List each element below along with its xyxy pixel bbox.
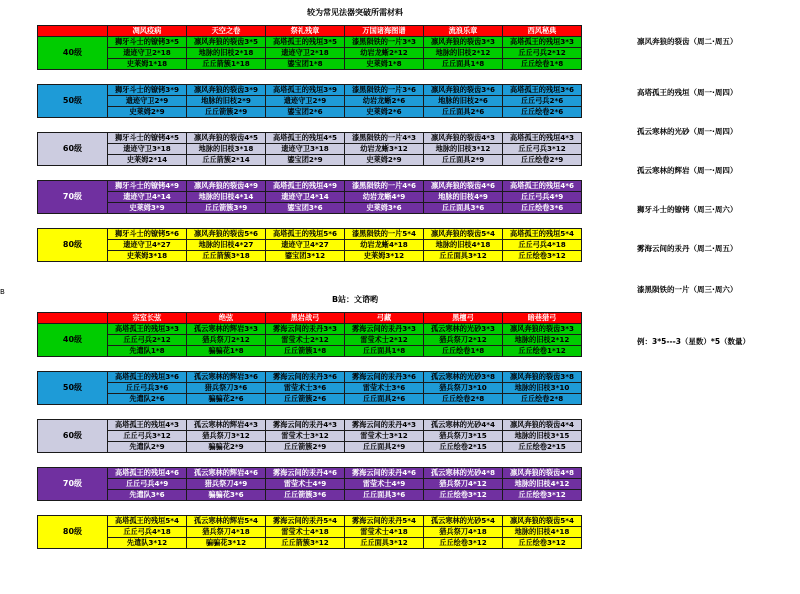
column-header: 天空之卷	[187, 26, 266, 37]
material-cell: 遗迹守卫4*27	[108, 240, 187, 251]
material-cell: 雷莹术士3*12	[345, 431, 424, 442]
material-cell: 遗迹守卫3*18	[108, 144, 187, 155]
material-cell: 丘丘箭簇2*6	[266, 394, 345, 405]
level-label: 40级	[38, 324, 108, 357]
table-row	[38, 107, 582, 118]
material-cell: 丘丘面具1*8	[424, 59, 503, 70]
material-cell: 地脉的旧枝2*6	[424, 96, 503, 107]
material-cell: 雾海云间的汞丹3*3	[266, 324, 345, 335]
material-cell: 鎏宝团3*12	[266, 251, 345, 262]
table-row	[38, 251, 582, 262]
material-cell: 丘丘箭簇3*6	[266, 490, 345, 501]
level-group	[38, 324, 582, 357]
page-subtitle: B站：文谘哟	[331, 295, 379, 304]
material-cell: 漆黑陨铁的一片5*4	[345, 229, 424, 240]
corner-cell	[38, 313, 108, 324]
column-header: 凋风疫病	[108, 26, 187, 37]
material-cell: 凛风奔狼的裂齿5*4	[503, 516, 582, 527]
level-group	[38, 37, 582, 70]
material-cell: 地脉的旧枝2*18	[187, 48, 266, 59]
material-cell: 猎兵祭刀4*9	[187, 479, 266, 490]
material-cell: 高塔孤王的残垣3*6	[503, 85, 582, 96]
material-cell: 丘丘绘卷1*8	[424, 346, 503, 357]
material-cell: 丘丘弓兵3*12	[503, 144, 582, 155]
material-cell: 丘丘箭簇2*9	[266, 442, 345, 453]
material-cell: 丘丘绘卷3*12	[503, 538, 582, 549]
material-cell: 丘丘弓兵3*6	[108, 383, 187, 394]
material-cell: 丘丘箭簇3*18	[187, 251, 266, 262]
material-cell: 高塔孤王的残垣4*3	[108, 420, 187, 431]
material-cell: 丘丘弓兵4*9	[108, 479, 187, 490]
material-cell: 丘丘箭簇3*9	[187, 203, 266, 214]
material-cell: 鎏宝团2*9	[266, 155, 345, 166]
table-row	[38, 192, 582, 203]
material-cell: 孤云寒林的辉岩5*4	[187, 516, 266, 527]
material-cell: 狮牙斗士的镣铐4*9	[108, 181, 187, 192]
level-label: 80级	[38, 229, 108, 262]
column-header: 万国诸海图谱	[345, 26, 424, 37]
material-cell: 高塔孤王的残垣3*3	[108, 324, 187, 335]
material-cell: 雷莹术士4*18	[345, 527, 424, 538]
material-cell: 地脉的旧枝4*14	[187, 192, 266, 203]
material-cell: 雷莹术士3*12	[266, 431, 345, 442]
material-cell: 凛风奔狼的裂齿4*5	[187, 133, 266, 144]
material-cell: 史莱姆2*9	[108, 107, 187, 118]
material-cell: 高塔孤王的残垣4*6	[503, 181, 582, 192]
material-cell: 凛风奔狼的裂齿5*6	[187, 229, 266, 240]
material-cell: 丘丘绘卷2*8	[503, 394, 582, 405]
material-cell: 骗骗花1*8	[187, 346, 266, 357]
material-cell: 丘丘面具1*8	[345, 346, 424, 357]
level-label: 70级	[38, 468, 108, 501]
table-row	[38, 181, 582, 192]
material-cell: 先遣队2*9	[108, 442, 187, 453]
table-row	[38, 335, 582, 346]
material-cell: 雷莹术士2*12	[266, 335, 345, 346]
material-cell: 猎兵祭刀3*10	[424, 383, 503, 394]
material-cell: 地脉的旧枝4*12	[503, 479, 582, 490]
material-cell: 丘丘弓兵4*18	[503, 240, 582, 251]
material-cell: 幼岩龙蜥2*12	[345, 48, 424, 59]
material-cell: 高塔孤王的残垣3*6	[108, 372, 187, 383]
material-cell: 幼岩龙蜥3*12	[345, 144, 424, 155]
table-row	[38, 383, 582, 394]
example-note: 例：3*5---3（星数）*5（数量）	[637, 337, 751, 346]
column-header: 西风秘典	[503, 26, 582, 37]
material-cell: 丘丘面具2*6	[345, 394, 424, 405]
material-cell: 丘丘绘卷3*12	[503, 490, 582, 501]
material-cell: 骗骗花3*6	[187, 490, 266, 501]
table-row	[38, 48, 582, 59]
level-label: 60级	[38, 133, 108, 166]
level-group	[38, 372, 582, 405]
material-cell: 狮牙斗士的镣铐5*6	[108, 229, 187, 240]
table-row	[38, 394, 582, 405]
material-cell: 丘丘箭簇1*8	[266, 346, 345, 357]
material-cell: 鎏宝团1*8	[266, 59, 345, 70]
material-cell: 先遣队1*8	[108, 346, 187, 357]
material-cell: 鎏宝团3*6	[266, 203, 345, 214]
material-cell: 先遣队2*6	[108, 394, 187, 405]
material-cell: 史莱姆3*12	[345, 251, 424, 262]
material-cell: 史莱姆2*6	[345, 107, 424, 118]
material-cell: 狮牙斗士的镣铐3*5	[108, 37, 187, 48]
material-cell: 地脉的旧枝3*18	[187, 144, 266, 155]
material-cell: 雾海云间的汞丹4*3	[345, 420, 424, 431]
material-cell: 史莱姆3*9	[108, 203, 187, 214]
material-cell: 史莱姆1*8	[345, 59, 424, 70]
table-row	[38, 324, 582, 335]
table-header-row	[38, 26, 582, 37]
material-cell: 高塔孤王的残垣5*4	[108, 516, 187, 527]
material-cell: 凛风奔狼的裂齿4*8	[503, 468, 582, 479]
material-cell: 丘丘绘卷3*12	[424, 490, 503, 501]
material-cell: 丘丘绘卷3*12	[424, 538, 503, 549]
schedule-note: 孤云寒林的辉岩（周一·周四）	[637, 166, 738, 175]
table-row	[38, 538, 582, 549]
column-header: 黑岩战弓	[266, 313, 345, 324]
material-cell: 遗迹守卫3*18	[266, 144, 345, 155]
material-cell: 骗骗花2*9	[187, 442, 266, 453]
material-cell: 雷莹术士4*9	[266, 479, 345, 490]
material-cell: 地脉的旧枝3*10	[503, 383, 582, 394]
page-title: 较为常见法器突破所需材料	[307, 8, 403, 17]
column-header: 黑檀弓	[424, 313, 503, 324]
material-cell: 遗迹守卫2*9	[108, 96, 187, 107]
table-row	[38, 133, 582, 144]
material-cell: 史莱姆1*18	[108, 59, 187, 70]
level-group	[38, 229, 582, 262]
material-cell: 漆黑陨铁的一片4*3	[345, 133, 424, 144]
table-row	[38, 85, 582, 96]
material-cell: 凛风奔狼的裂齿5*4	[424, 229, 503, 240]
material-cell: 漆黑陨铁的一片3*3	[345, 37, 424, 48]
material-cell: 凛风奔狼的裂齿3*8	[503, 372, 582, 383]
material-cell: 幼岩龙蜥4*9	[345, 192, 424, 203]
material-cell: 丘丘绘卷2*8	[424, 394, 503, 405]
material-cell: 地脉的旧枝3*12	[424, 144, 503, 155]
material-cell: 丘丘绘卷3*6	[503, 203, 582, 214]
material-cell: 雾海云间的汞丹4*3	[266, 420, 345, 431]
table-row	[38, 59, 582, 70]
material-cell: 凛风奔狼的裂齿3*9	[187, 85, 266, 96]
material-cell: 高塔孤王的残垣5*4	[503, 229, 582, 240]
material-cell: 史莱姆2*14	[108, 155, 187, 166]
column-header: 绝弦	[187, 313, 266, 324]
material-cell: 雾海云间的汞丹5*4	[345, 516, 424, 527]
material-cell: 幼岩龙蜥4*18	[345, 240, 424, 251]
material-cell: 丘丘箭簇2*9	[187, 107, 266, 118]
table-row	[38, 240, 582, 251]
material-cell: 高塔孤王的残垣4*3	[503, 133, 582, 144]
schedule-note: 漆黑陨铁的一片（周三·周六）	[637, 285, 738, 294]
column-header: 宗室长弦	[108, 313, 187, 324]
material-cell: 丘丘弓兵4*9	[503, 192, 582, 203]
material-cell: 凛风奔狼的裂齿3*5	[187, 37, 266, 48]
material-cell: 雷莹术士2*12	[345, 335, 424, 346]
material-cell: 史莱姆3*18	[108, 251, 187, 262]
material-cell: 高塔孤王的残垣4*9	[266, 181, 345, 192]
material-cell: 丘丘绘卷1*12	[503, 346, 582, 357]
table-row	[38, 479, 582, 490]
material-cell: 猎兵祭刀3*6	[187, 383, 266, 394]
material-cell: 丘丘面具3*12	[345, 538, 424, 549]
material-cell: 丘丘面具2*6	[424, 107, 503, 118]
material-cell: 丘丘箭簇1*18	[187, 59, 266, 70]
material-cell: 凛风奔狼的裂齿4*6	[424, 181, 503, 192]
material-cell: 丘丘箭簇3*12	[266, 538, 345, 549]
table-row	[38, 420, 582, 431]
material-cell: 孤云寒林的光砂3*8	[424, 372, 503, 383]
level-group	[38, 468, 582, 501]
level-group	[38, 516, 582, 549]
material-cell: 丘丘绘卷3*12	[503, 251, 582, 262]
material-cell: 高塔孤王的残垣5*6	[266, 229, 345, 240]
level-label: 50级	[38, 85, 108, 118]
material-cell: 鎏宝团2*6	[266, 107, 345, 118]
material-cell: 地脉的旧枝4*18	[503, 527, 582, 538]
material-cell: 雾海云间的汞丹4*6	[266, 468, 345, 479]
material-cell: 高塔孤王的残垣4*5	[266, 133, 345, 144]
material-cell: 幼岩龙蜥2*6	[345, 96, 424, 107]
material-cell: 先遣队3*12	[108, 538, 187, 549]
table-row	[38, 96, 582, 107]
material-cell: 孤云寒林的光砂5*4	[424, 516, 503, 527]
table-row	[38, 372, 582, 383]
material-cell: 高塔孤王的残垣4*6	[108, 468, 187, 479]
material-cell: 孤云寒林的辉岩3*3	[187, 324, 266, 335]
table-row	[38, 346, 582, 357]
material-cell: 地脉的旧枝4*9	[424, 192, 503, 203]
material-cell: 孤云寒林的光砂4*4	[424, 420, 503, 431]
level-label: 40级	[38, 37, 108, 70]
material-cell: 雷莹术士3*6	[345, 383, 424, 394]
material-cell: 丘丘面具3*6	[424, 203, 503, 214]
material-cell: 凛风奔狼的裂齿3*3	[503, 324, 582, 335]
material-cell: 猎兵祭刀2*12	[424, 335, 503, 346]
material-cell: 遗迹守卫4*14	[266, 192, 345, 203]
material-cell: 孤云寒林的辉岩3*6	[187, 372, 266, 383]
material-cell: 雾海云间的汞丹3*6	[345, 372, 424, 383]
material-cell: 雾海云间的汞丹5*4	[266, 516, 345, 527]
material-cell: 丘丘弓兵4*18	[108, 527, 187, 538]
material-cell: 丘丘面具3*6	[345, 490, 424, 501]
level-group	[38, 133, 582, 166]
schedule-note: 狮牙斗士的镣铐（周三·周六）	[637, 205, 738, 214]
material-cell: 丘丘绘卷2*15	[503, 442, 582, 453]
material-cell: 史莱姆2*9	[345, 155, 424, 166]
material-cell: 雷莹术士3*6	[266, 383, 345, 394]
material-cell: 丘丘绘卷2*9	[503, 155, 582, 166]
schedule-note: 雾海云间的汞丹（周二·周五）	[637, 244, 738, 253]
material-cell: 雾海云间的汞丹4*6	[345, 468, 424, 479]
material-cell: 地脉的旧枝2*12	[424, 48, 503, 59]
material-cell: 高塔孤王的残垣3*9	[266, 85, 345, 96]
material-cell: 猎兵祭刀4*18	[187, 527, 266, 538]
material-cell: 地脉的旧枝2*9	[187, 96, 266, 107]
column-header: 祭礼残章	[266, 26, 345, 37]
material-cell: 凛风奔狼的裂齿3*6	[424, 85, 503, 96]
material-cell: 雾海云间的汞丹3*6	[266, 372, 345, 383]
material-cell: 丘丘弓兵2*12	[108, 335, 187, 346]
material-cell: 丘丘箭簇2*14	[187, 155, 266, 166]
material-cell: 丘丘面具2*9	[345, 442, 424, 453]
material-cell: 遗迹守卫2*9	[266, 96, 345, 107]
material-cell: 雷莹术士4*18	[266, 527, 345, 538]
material-cell: 遗迹守卫2*18	[266, 48, 345, 59]
material-cell: 先遣队3*6	[108, 490, 187, 501]
level-label: 60级	[38, 420, 108, 453]
material-cell: 丘丘弓兵2*12	[503, 48, 582, 59]
material-cell: 丘丘面具3*12	[424, 251, 503, 262]
material-cell: 凛风奔狼的裂齿4*9	[187, 181, 266, 192]
table-row	[38, 527, 582, 538]
material-cell: 遗迹守卫4*14	[108, 192, 187, 203]
material-cell: 地脉的旧枝4*18	[424, 240, 503, 251]
material-cell: 遗迹守卫2*18	[108, 48, 187, 59]
material-cell: 地脉的旧枝4*27	[187, 240, 266, 251]
level-label: 70级	[38, 181, 108, 214]
level-label: 80级	[38, 516, 108, 549]
material-cell: 丘丘面具2*9	[424, 155, 503, 166]
material-cell: 高塔孤王的残垣3*3	[503, 37, 582, 48]
level-group	[38, 85, 582, 118]
table-row	[38, 516, 582, 527]
material-cell: 孤云寒林的光砂4*8	[424, 468, 503, 479]
material-cell: 丘丘绘卷2*15	[424, 442, 503, 453]
material-cell: 骗骗花3*12	[187, 538, 266, 549]
material-cell: 丘丘弓兵3*12	[108, 431, 187, 442]
material-cell: 遗迹守卫4*27	[266, 240, 345, 251]
table-row	[38, 37, 582, 48]
material-cell: 雷莹术士4*9	[345, 479, 424, 490]
left-edge-text: B	[0, 288, 5, 296]
column-header: 弓藏	[345, 313, 424, 324]
material-cell: 漆黑陨铁的一片4*6	[345, 181, 424, 192]
table-row	[38, 442, 582, 453]
material-cell: 孤云寒林的辉岩4*3	[187, 420, 266, 431]
material-cell: 雾海云间的汞丹3*3	[345, 324, 424, 335]
material-cell: 猎兵祭刀3*15	[424, 431, 503, 442]
schedule-note: 凛风奔狼的裂齿（周二·周五）	[637, 37, 738, 46]
material-table-1	[37, 25, 582, 262]
level-group	[38, 181, 582, 214]
level-group	[38, 420, 582, 453]
material-cell: 孤云寒林的辉岩4*6	[187, 468, 266, 479]
material-cell: 凛风奔狼的裂齿3*3	[424, 37, 503, 48]
material-cell: 猎兵祭刀2*12	[187, 335, 266, 346]
material-cell: 狮牙斗士的镣铐4*5	[108, 133, 187, 144]
material-cell: 史莱姆3*6	[345, 203, 424, 214]
material-cell: 猎兵祭刀4*12	[424, 479, 503, 490]
material-cell: 狮牙斗士的镣铐3*9	[108, 85, 187, 96]
schedule-note: 高塔孤王的残垣（周一·周四）	[637, 88, 738, 97]
table-row	[38, 144, 582, 155]
column-header: 暗巷猎弓	[503, 313, 582, 324]
material-cell: 漆黑陨铁的一片3*6	[345, 85, 424, 96]
material-table-2	[37, 312, 582, 549]
schedule-note: 孤云寒林的光砂（周一·周四）	[637, 127, 738, 136]
material-cell: 骗骗花2*6	[187, 394, 266, 405]
material-cell: 地脉的旧枝2*12	[503, 335, 582, 346]
material-cell: 猎兵祭刀3*12	[187, 431, 266, 442]
table-row	[38, 468, 582, 479]
table-row	[38, 203, 582, 214]
level-label: 50级	[38, 372, 108, 405]
material-cell: 猎兵祭刀4*18	[424, 527, 503, 538]
table-row	[38, 490, 582, 501]
material-cell: 丘丘绘卷2*6	[503, 107, 582, 118]
material-cell: 凛风奔狼的裂齿4*3	[424, 133, 503, 144]
material-cell: 高塔孤王的残垣3*5	[266, 37, 345, 48]
corner-cell	[38, 26, 108, 37]
table-row	[38, 229, 582, 240]
material-cell: 丘丘绘卷1*8	[503, 59, 582, 70]
material-cell: 丘丘弓兵2*6	[503, 96, 582, 107]
table-row	[38, 155, 582, 166]
table-row	[38, 431, 582, 442]
table-header-row	[38, 313, 582, 324]
material-cell: 孤云寒林的光砂3*3	[424, 324, 503, 335]
column-header: 流浪乐章	[424, 26, 503, 37]
material-cell: 凛风奔狼的裂齿4*4	[503, 420, 582, 431]
material-cell: 地脉的旧枝3*15	[503, 431, 582, 442]
